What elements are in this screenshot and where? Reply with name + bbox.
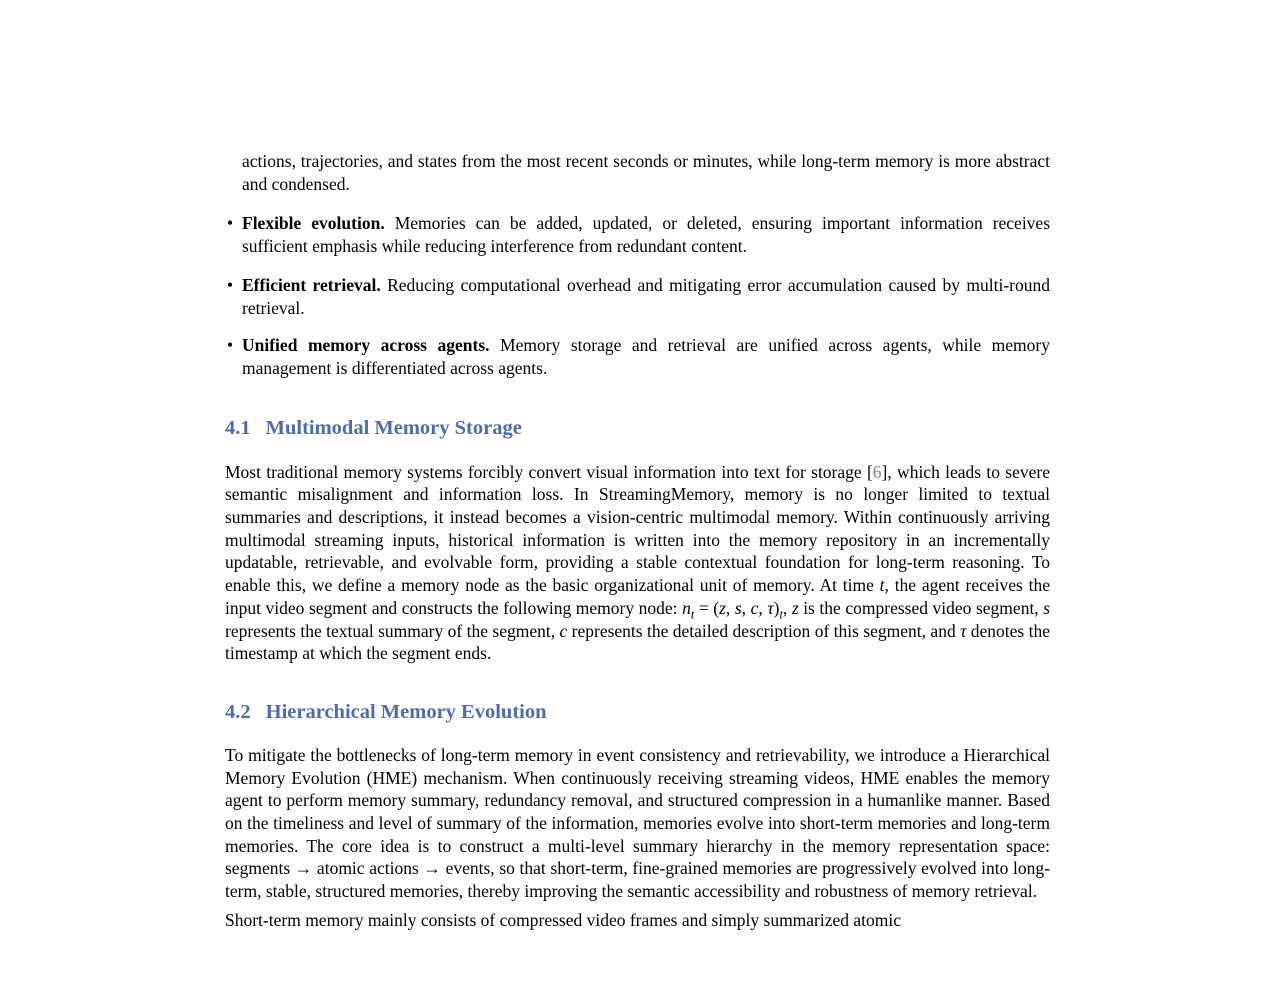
bullet-icon: • [227,274,234,295]
bullet-icon: • [227,213,234,234]
math-inline: z [719,597,726,618]
section-title: Hierarchical Memory Evolution [265,700,547,723]
bullet-item-flexible-evolution [225,212,1050,257]
bullet-text-flexible-evolution [242,212,1050,257]
math-inline: c [750,597,759,618]
citation-link[interactable]: 6 [872,461,882,482]
bullet-lead: Efficient retrieval. [242,274,381,295]
math-inline: τ [960,620,967,641]
text-segment: = ( [694,597,720,618]
bullet-item-unified-memory [225,334,1050,379]
section-number: 4.2 [225,700,251,723]
text-segment: )$_t$ [773,597,783,622]
math-subscript: t [779,607,783,622]
paragraph-4-2: To mitigate the bottlenecks of long-term memory in event consistency and retrievability, we introduce a Hierarchical Memory Evolution (HME) mechanism. When continuously receiving streaming videos, HME enables the memory agent to perform memory summary, redundancy removal, and structured compression in a humanlike manner. Based on the timeliness and level of summary of the information, memories evolve into short-term memories and long-term memories. The core idea is to construct a multi-level summary hierarchy in the memory representation space: segments → atomic actions → events, so that short-term, fine-grained memories are progressively evolved into long-term, stable, structured memories, thereby improving the semantic accessibility and robustness of memory retrieval. [225,744,1050,902]
text-segment: , [782,597,792,618]
text-segment: denotes the timestamp at which the segment ends. [225,620,1050,664]
bullet-body: Memories can be added, updated, or deleted, ensuring important information receives sufficient emphasis while reducing interference from redundant content. [242,213,1051,257]
section-heading-4-2 [225,700,1050,724]
text-segment: , [725,597,735,618]
content-column [225,0,1050,932]
bullet-text-unified-memory [242,334,1050,379]
bullet-item-efficient-retrieval [225,274,1050,319]
math-inline: t [879,575,885,596]
math-inline: z [791,597,799,618]
bullet-icon: • [227,335,234,356]
paragraph-partial-bottom: Short-term memory mainly consists of compressed video frames and simply summarized atomic [225,909,902,930]
section-title: Multimodal Memory Storage [265,416,522,439]
text-segment: , the agent receives the input video segment and constructs the following memory node: [225,575,1050,618]
math-inline: s [1043,597,1051,618]
math-inline: $n_t$ [682,597,695,622]
text-segment: ], which leads to severe semantic misalignment and information loss. In StreamingMemory, memory is no longer limited to textual summaries and descriptions, it instead becomes a vision-centric multimodal memory. Within continuously arriving multimodal streaming inputs, historical information is written into the memory repository in an incrementally updatable, retrievable, and evolvable form, providing a stable contextual foundation for long-term reasoning. To enable this, we define a memory node as the basic organizational unit of memory. At time [225,461,1050,596]
bullet-lead: Unified memory across agents. [242,335,490,356]
section-number: 4.1 [225,416,251,439]
bullet-lead: Flexible evolution. [242,213,385,234]
math-subscript: t [690,607,695,622]
bullet-text-efficient-retrieval [242,274,1050,319]
math-inline: c [559,620,568,641]
section-heading-4-1 [225,416,1050,440]
text-segment: , [741,597,751,618]
paragraph-4-1 [225,461,1050,665]
text-segment: is the compressed video segment, [798,597,1044,618]
bullet-body: Memory storage and retrieval are unified across agents, while memory management is differentiated across agents. [242,335,1050,378]
text-segment: , [758,597,768,618]
paragraph-continuation: actions, trajectories, and states from the most recent seconds or minutes, while long-term memory is more abstract and condensed. [242,151,1050,194]
text-segment: represents the textual summary of the segment, [225,620,560,641]
math-inline: s [734,597,742,618]
text-segment: Most traditional memory systems forcibly convert visual information into text for storage [ [225,461,873,482]
text-segment: represents the detailed description of this segment, and [567,620,961,641]
bullet-body: Reducing computational overhead and mitigating error accumulation caused by multi-round retrieval. [242,274,1050,318]
math-inline: τ [767,597,774,618]
